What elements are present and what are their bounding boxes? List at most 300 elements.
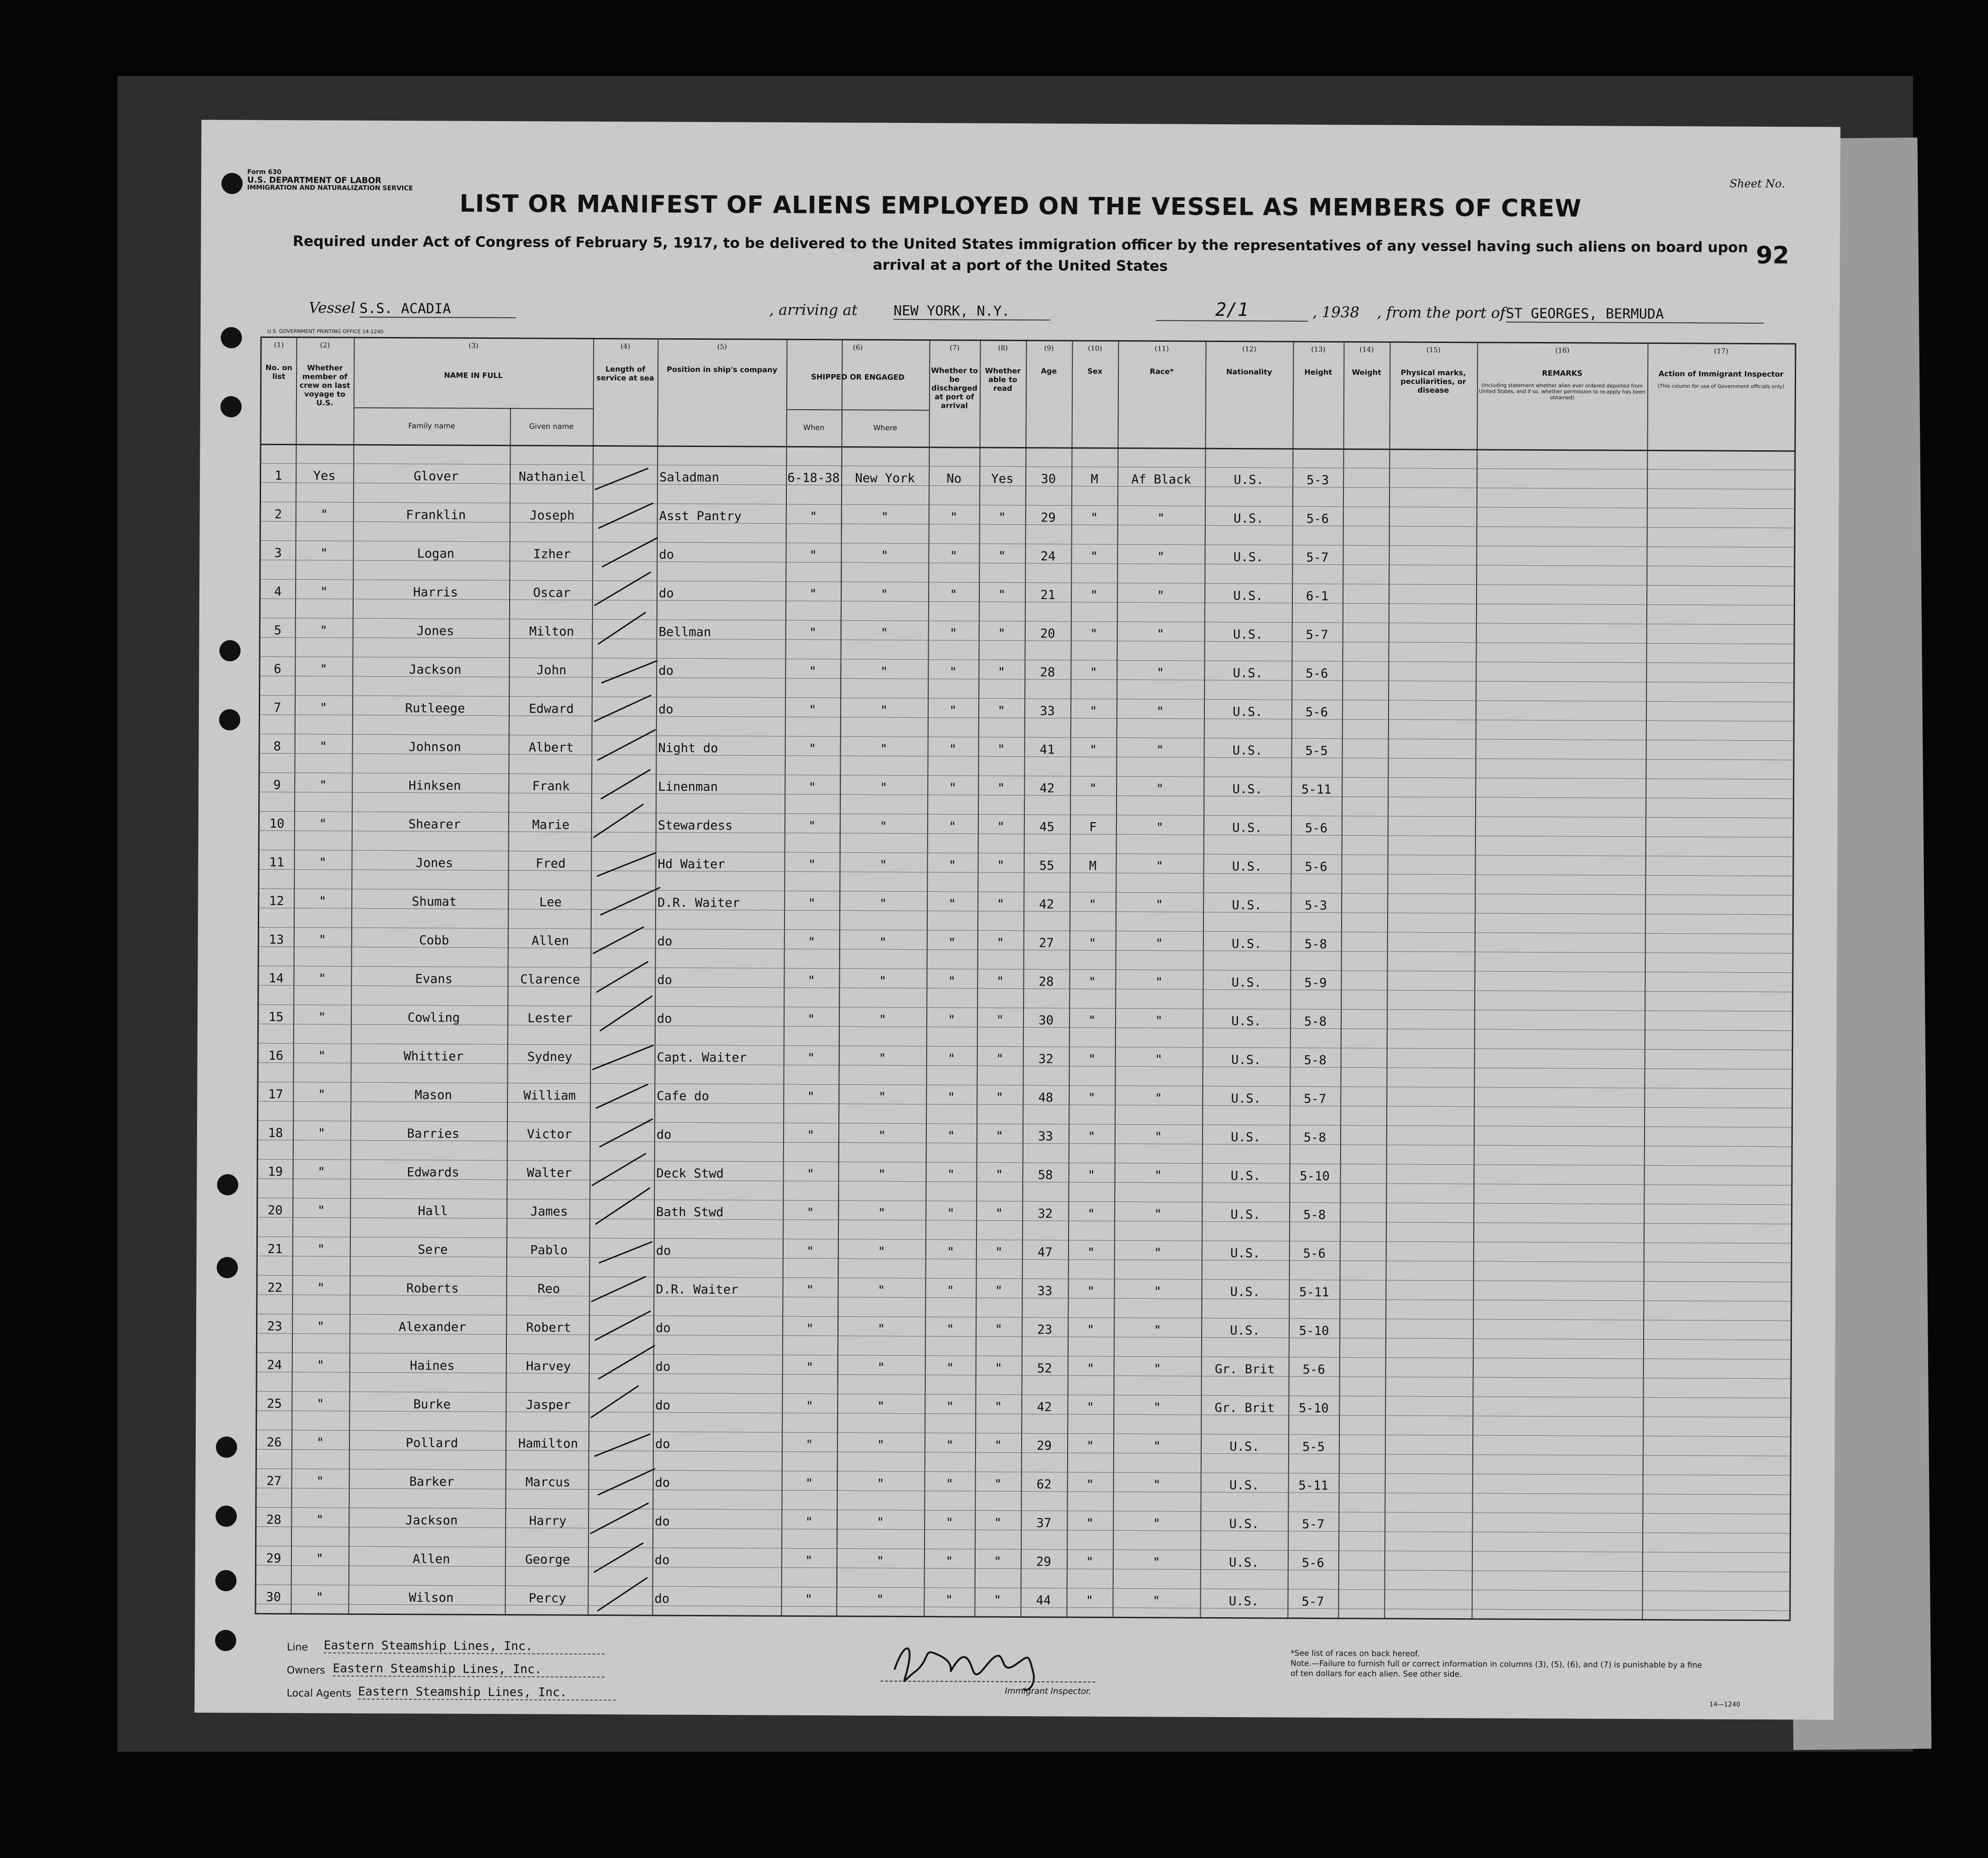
crew-race: " [1155,898,1163,912]
binder-hole [219,709,240,730]
row-number: 3 [274,546,282,561]
crew-given: Lee [539,895,562,910]
crew-family: Jones [415,856,453,871]
crew-where: New York [855,471,915,486]
crew-nationality: U.S. [1232,705,1263,720]
crew-given: Jasper [526,1398,571,1412]
crew-given: Harvey [526,1359,571,1374]
crew-position: Saladman [659,470,720,485]
crew-race: " [1156,859,1163,874]
column-header-c14: Weight [1352,368,1382,377]
column-header-c8: Whether able to read [985,366,1021,393]
crew-age: 30 [1041,472,1056,487]
crew-crew: " [320,507,328,522]
service-tick-mark [598,1468,656,1496]
crew-where: " [878,1244,886,1259]
crew-when: " [809,587,817,602]
crew-discharged: " [950,510,958,525]
crew-when: " [805,1438,814,1452]
crew-where: " [877,1322,885,1336]
crew-race: " [1155,975,1163,990]
crew-family: Shumat [412,894,457,909]
service-tick-mark [596,961,649,993]
crew-nationality: U.S. [1232,782,1262,797]
crew-read: " [997,819,1005,834]
crew-where: " [880,742,888,756]
row-rule [258,1121,1791,1128]
crew-where: " [880,703,888,718]
crew-family: Shearer [408,817,461,832]
binder-hole [215,1570,237,1591]
departure-port: ST GEORGES, BERMUDA [1506,306,1764,324]
crew-where: " [878,1051,886,1066]
crew-position: do [654,1553,670,1568]
crew-family: Edwards [407,1165,459,1180]
crew-where: " [879,858,887,872]
crew-discharged: " [946,1361,954,1376]
vessel-name: S.S. ACADIA [360,301,516,318]
crew-race: " [1155,1014,1163,1028]
crew-given: Sydney [527,1050,573,1064]
binder-hole [221,396,242,417]
crew-race: " [1153,1478,1161,1492]
crew-height: 5-9 [1304,975,1327,990]
service-tick-mark [596,1084,649,1109]
crew-nationality: U.S. [1229,1440,1260,1454]
crew-sex: " [1090,627,1098,641]
row-number: 18 [268,1126,283,1141]
crew-read: " [998,549,1006,563]
crew-age: 21 [1040,588,1056,603]
crew-sex: " [1087,1245,1095,1260]
crew-sex: F [1089,820,1097,835]
crew-when: " [807,1051,815,1066]
column-header-c1: No. on list [265,363,292,381]
crew-position: do [655,1359,671,1374]
crew-where: " [878,1090,886,1104]
service-tick-mark [590,1503,649,1534]
row-number: 1 [274,468,282,483]
crew-height: 5-5 [1302,1440,1325,1454]
crew-nationality: U.S. [1233,627,1263,642]
crew-when: " [808,858,816,872]
crew-age: 37 [1036,1516,1052,1531]
crew-race: " [1157,666,1164,680]
crew-age: 55 [1039,859,1054,873]
row-number: 2 [274,507,282,522]
row-number: 24 [267,1358,282,1373]
service-tick-mark [599,1241,652,1264]
crew-family: Mason [414,1088,453,1103]
crew-height: 5-7 [1302,1594,1325,1609]
department-name: U.S. DEPARTMENT OF LABOR [247,175,382,186]
row-number: 16 [268,1048,284,1063]
crew-position: do [655,1437,670,1452]
crew-nationality: U.S. [1231,1092,1261,1106]
crew-race: " [1155,1052,1163,1067]
crew-sex: " [1088,975,1096,989]
row-number: 21 [267,1242,283,1257]
crew-read: " [995,1206,1003,1221]
form-code: 14—1240 [1709,1701,1741,1708]
crew-nationality: U.S. [1229,1556,1259,1570]
crew-read: " [994,1593,1001,1608]
crew-age: 20 [1040,627,1056,641]
column-rule [1471,343,1478,1618]
binder-hole [217,1257,238,1278]
crew-crew: " [316,1474,324,1489]
crew-height: 5-6 [1303,1246,1326,1261]
column-header-c13: Height [1304,367,1332,377]
crew-crew: " [319,855,327,870]
crew-when: " [808,974,815,988]
crew-sex: " [1088,936,1096,951]
crew-sex: " [1086,1516,1094,1531]
crew-family: Alexander [398,1320,466,1335]
owners-label: Owners [286,1665,326,1677]
crew-crew: " [316,1551,324,1566]
row-rule [258,1159,1791,1167]
crew-where: " [881,510,889,524]
crew-crew: " [317,1203,325,1218]
crew-family: Roberts [406,1281,459,1296]
crew-when: " [808,742,816,756]
crew-read: " [994,1361,1002,1376]
crew-sex: " [1090,588,1098,603]
crew-when: " [806,1322,814,1336]
crew-given: Hamilton [518,1436,578,1451]
row-rule [260,656,1793,664]
column-number: (13) [1311,345,1325,354]
crew-race: " [1157,511,1165,526]
column-header-c7: Whether to be discharged at port of arrival [931,366,978,410]
crew-age: 44 [1036,1593,1051,1608]
crew-where: " [876,1592,884,1607]
row-number: 5 [274,623,282,638]
row-rule [261,618,1794,625]
crew-crew: " [320,701,327,715]
crew-nationality: U.S. [1230,1208,1261,1222]
crew-height: 5-7 [1306,627,1329,642]
crew-discharged: " [949,626,957,641]
crew-age: 45 [1039,820,1055,835]
crew-sex: " [1088,1013,1096,1028]
crew-position: do [658,663,674,678]
crew-position: do [656,1321,671,1335]
crew-position: do [657,973,673,987]
crew-where: " [879,819,888,834]
column-number: (4) [620,342,631,351]
form-notes [1290,1649,1705,1681]
crew-sex: " [1089,743,1097,757]
name-subheader-rule [354,407,593,409]
crew-discharged: " [946,1477,953,1492]
service-tick-mark [591,1276,646,1302]
crew-family: Harris [413,585,458,600]
column-number: (2) [320,341,330,349]
crew-family: Hinksen [408,778,461,793]
row-number: 10 [269,816,285,831]
service-name: IMMIGRATION AND NATURALIZATION SERVICE [247,184,413,192]
crew-position: do [655,1514,670,1529]
crew-where: " [878,1012,887,1027]
column-header-c16: REMARKS [1542,368,1583,378]
races-note: *See list of races on back hereof. [1290,1649,1420,1659]
crew-height: 5-6 [1305,821,1328,836]
column-number: (15) [1426,345,1441,354]
crew-age: 24 [1041,549,1056,564]
crew-crew: Yes [313,469,336,483]
crew-read: " [994,1554,1002,1569]
crew-position: do [659,547,674,562]
from-port-label: , from the port of [1377,303,1506,322]
crew-given: Percy [529,1591,566,1606]
crew-read: " [996,935,1004,950]
row-number: 25 [267,1396,282,1411]
crew-when: " [809,548,817,563]
crew-where: " [876,1554,884,1568]
crew-where: " [881,548,889,563]
crew-nationality: U.S. [1229,1478,1260,1493]
crew-race: " [1154,1246,1162,1260]
crew-nationality: U.S. [1231,975,1261,990]
row-rule [261,540,1794,548]
crew-height: 5-7 [1302,1517,1325,1532]
crew-height: 5-6 [1302,1362,1325,1377]
crew-race: Af Black [1131,472,1192,487]
crew-position: do [658,702,674,717]
service-tick-mark [597,729,656,761]
row-number: 8 [273,739,281,754]
crew-age: 62 [1036,1477,1052,1492]
crew-crew: " [317,1165,326,1179]
column-number: (6) [853,343,863,352]
row-number: 20 [267,1203,283,1218]
row-rule [256,1507,1790,1515]
crew-crew: " [320,662,328,677]
crew-height: 5-11 [1298,1478,1329,1493]
crew-discharged: " [947,1283,954,1298]
crew-discharged: " [946,1515,953,1530]
row-number: 23 [267,1319,282,1334]
service-tick-mark [598,502,653,529]
row-rule [261,463,1794,470]
crew-manifest-table [255,337,1796,1621]
crew-read: " [996,1013,1004,1028]
crew-race: " [1155,1091,1163,1106]
crew-position: do [656,1243,671,1258]
crew-family: Logan [417,546,455,561]
crew-crew: " [320,585,328,599]
service-tick-mark [592,1153,646,1186]
crew-family: Burke [413,1397,451,1412]
crew-where: " [877,1438,885,1452]
crew-discharged: " [947,1129,955,1144]
crew-position: do [657,1011,672,1026]
row-rule [260,850,1793,857]
crew-when: " [807,1206,814,1220]
column-number: (16) [1555,346,1569,355]
crew-height: 5-8 [1304,1014,1327,1029]
column-number: (3) [468,341,479,350]
crew-height: 5-10 [1298,1401,1329,1416]
crew-crew: " [319,778,327,793]
crew-crew: " [317,1281,325,1295]
crew-read: " [996,1090,1004,1105]
crew-nationality: U.S. [1229,1517,1259,1532]
row-rule [257,1314,1790,1321]
crew-given: Albert [529,740,574,755]
binder-hole [221,327,242,348]
crew-read: " [997,781,1005,795]
column-subheader-c17: (This column for use of Government officials only) [1657,383,1785,390]
agents-label: Local Agents [286,1688,352,1700]
crew-height: 5-8 [1303,1208,1326,1222]
crew-race: " [1157,588,1165,603]
crew-where: " [877,1360,885,1375]
crew-crew: " [318,971,326,986]
row-rule [258,1198,1791,1205]
crew-crew: " [316,1435,324,1450]
crew-given: Victor [527,1127,572,1142]
crew-crew: " [319,894,326,909]
sheet-number: 92 [1755,241,1790,270]
crew-age: 47 [1037,1245,1053,1260]
crew-crew: " [316,1397,325,1411]
crew-given: George [525,1552,570,1567]
crew-where: " [879,974,887,988]
crew-sex: " [1087,1129,1096,1144]
row-number: 15 [268,1010,284,1025]
service-tick-mark [598,612,646,645]
service-tick-mark [594,571,651,606]
crew-given: Nathaniel [518,470,586,484]
crew-where: " [880,780,888,795]
crew-read: " [998,510,1006,525]
crew-nationality: Gr. Brit [1215,1400,1275,1416]
crew-discharged: " [949,781,957,795]
crew-race: " [1156,743,1164,758]
crew-race: " [1157,627,1164,642]
crew-race: " [1154,1168,1162,1183]
arrival-port: NEW YORK, N.Y. [894,303,1050,320]
service-tick-mark [590,1385,639,1418]
crew-height: 5-10 [1299,1324,1329,1338]
crew-race: " [1155,936,1163,951]
crew-discharged: " [947,1245,955,1260]
row-rule [258,1275,1791,1283]
shipped-when-header: When [803,423,825,432]
crew-where: " [880,664,888,679]
column-number: (7) [949,343,960,352]
row-rule [257,1469,1790,1476]
crew-family: Jackson [409,662,462,677]
crew-given: Lester [527,1011,573,1026]
crew-position: D.R. Waiter [656,1282,738,1297]
crew-sex: " [1088,1091,1096,1105]
column-header-c15: Physical marks, peculiarities, or disease [1400,368,1466,395]
crew-height: 5-6 [1305,666,1328,681]
crew-nationality: U.S. [1230,1285,1261,1300]
column-header-c5: Position in ship's company [666,365,778,374]
crew-height: 5-8 [1303,1130,1326,1145]
crew-race: " [1154,1130,1163,1144]
crew-discharged: " [949,742,957,757]
column-rule [1384,343,1390,1618]
crew-nationality: U.S. [1233,511,1264,526]
document-title: LIST OR MANIFEST OF ALIENS EMPLOYED ON THE VESSEL AS MEMBERS OF CREW [459,190,1582,223]
crew-read: " [994,1399,1002,1414]
crew-given: William [523,1088,576,1103]
crew-nationality: U.S. [1231,1053,1261,1068]
crew-nationality: U.S. [1233,550,1264,565]
crew-family: Sere [418,1243,448,1257]
column-header-c6: SHIPPED OR ENGAGED [811,372,905,382]
crew-age: 33 [1038,1129,1053,1144]
crew-height: 5-11 [1301,782,1331,797]
crew-position: Linenman [658,779,718,795]
crew-height: 5-6 [1305,859,1327,874]
row-number: 11 [269,855,285,870]
crew-discharged: No [946,471,962,486]
crew-race: " [1153,1362,1161,1376]
crew-when: " [806,1283,814,1298]
row-rule [261,579,1794,586]
crew-read: " [998,626,1006,641]
crew-where: " [877,1476,884,1491]
row-rule [256,1585,1790,1592]
crew-sex: " [1089,781,1097,796]
service-tick-mark [593,926,644,954]
crew-nationality: U.S. [1232,666,1263,681]
service-tick-mark [592,1045,654,1070]
row-rule [260,695,1793,703]
crew-where: " [877,1399,885,1414]
service-tick-mark [601,660,658,684]
crew-when: " [808,935,815,950]
penalty-note: Note.—Failure to furnish full or correct information in columns (3), (5), (6), and (7) is punishable by a fine of ten dollars for each alien. See other side. [1290,1659,1703,1679]
crew-position: do [657,934,673,949]
service-tick-mark [593,803,644,838]
crew-where: " [879,935,887,950]
row-number: 13 [268,932,284,947]
crew-family: Franklin [406,508,466,523]
crew-read: " [994,1515,1002,1530]
row-rule [259,1043,1792,1051]
crew-nationality: U.S. [1232,859,1262,874]
crew-where: " [880,626,888,640]
crew-discharged: " [946,1399,954,1414]
crew-when: " [806,1360,814,1375]
column-header-c12: Nationality [1226,367,1273,377]
column-number: (8) [998,343,1008,352]
crew-age: 33 [1037,1284,1052,1299]
column-header-c9: Age [1041,366,1057,376]
crew-crew: " [320,546,328,561]
crew-when: " [805,1592,813,1607]
crew-read: " [996,897,1005,912]
service-tick-mark [594,1434,651,1457]
crew-read: " [998,587,1006,602]
crew-given: Marcus [525,1475,570,1490]
row-number: 12 [269,894,284,909]
column-number: (11) [1154,344,1169,353]
crew-crew: " [318,1087,326,1102]
crew-sex: " [1090,511,1099,525]
crew-race: " [1153,1439,1161,1454]
crew-when: " [805,1476,813,1491]
crew-when: 6-18-38 [787,470,840,486]
